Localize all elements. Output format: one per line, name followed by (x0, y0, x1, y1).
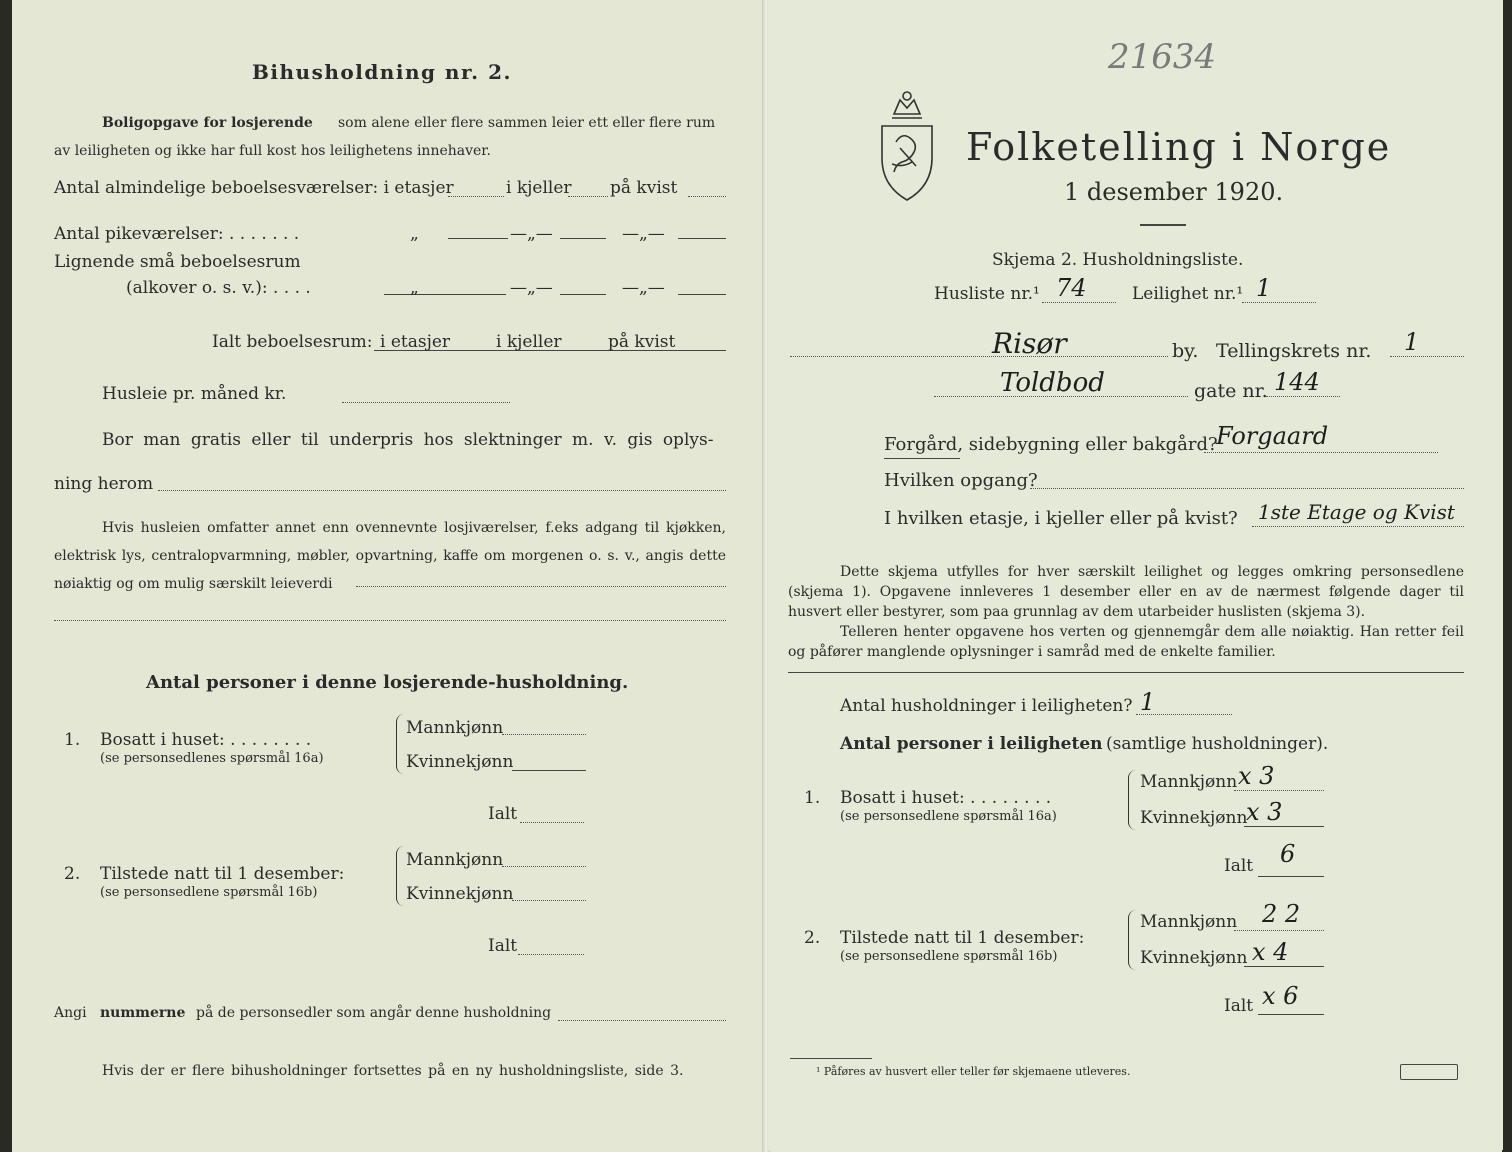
hush-value: 1 (1140, 688, 1156, 716)
bosatt-mann-field (1234, 790, 1324, 791)
scan-edge-left (0, 0, 12, 1152)
husliste-label: Husliste nr.¹ (934, 284, 1040, 304)
etasje-label: I hvilken etasje, i kjeller eller på kvist? (884, 508, 1238, 529)
rooms-kvist-field (688, 196, 726, 197)
bosatt-brace (396, 714, 405, 774)
tilstede-label: Tilstede natt til 1 desember: (840, 928, 1085, 948)
left-footer: Hvis der er flere bihusholdninger fortsettes på en ny husholdningsliste, side 3. (102, 1063, 684, 1079)
rooms-kvist-label: på kvist (610, 178, 678, 198)
bosatt-ialt-label: Ialt (488, 804, 518, 824)
lign-kjeller-field (560, 294, 606, 295)
lign-ditto-3: —„— (622, 278, 665, 298)
etasje-field (1252, 526, 1464, 527)
tilstede-kvinne-field (1244, 966, 1324, 967)
angi-field (558, 1020, 726, 1021)
etasje-value: 1ste Etage og Kvist (1258, 500, 1455, 524)
bosatt-label: Bosatt i huset: . . . . . . . . (840, 788, 1052, 808)
tilstede-kvinne-label: Kvinnekjønn (1140, 948, 1248, 968)
krets-label: Tellingskrets nr. (1216, 340, 1372, 362)
right-page (768, 0, 1503, 1150)
gratis-line-2: ning herom (54, 474, 154, 494)
husleie-label: Husleie pr. måned kr. (102, 384, 287, 404)
section-divider (788, 672, 1464, 673)
tilstede-number: 2. (64, 864, 81, 884)
forgaard-value: Forgaard (1216, 422, 1329, 450)
tilstede-brace (396, 846, 405, 906)
coat-of-arms-icon (872, 86, 942, 204)
bosatt-ialt-field (1258, 876, 1324, 877)
lign-ditto: „ (410, 278, 419, 298)
bosatt-ialt-value: 6 (1280, 840, 1296, 868)
title-divider (1140, 224, 1186, 226)
bosatt-kvinne-label: Kvinnekjønn (1140, 808, 1248, 828)
tilstede-sub: (se personsedlene spørsmål 16b) (100, 885, 318, 900)
antal-heading: Antal personer i denne losjerende-husholdning. (146, 672, 629, 693)
bosatt-sub: (se personsedlene spørsmål 16a) (840, 809, 1057, 824)
intro-bold: Boligopgave for losjerende (102, 115, 313, 131)
lign-label-1: Lignende små beboelsesrum (54, 252, 301, 272)
hvis-field (356, 586, 726, 587)
tilstede-kvinne-label: Kvinnekjønn (406, 884, 514, 904)
gate-no-field (1266, 396, 1340, 397)
tilstede-mann-field (1234, 930, 1324, 931)
opgang-label: Hvilken opgang? (884, 470, 1038, 491)
tilstede-mann-label: Mannkjønn (406, 850, 504, 870)
pike-kjeller-field (560, 238, 606, 239)
leilighet-field (1242, 302, 1316, 303)
main-title: Folketelling i Norge (966, 125, 1392, 169)
husliste-value: 74 (1056, 274, 1087, 302)
angi-pre: Angi (54, 1005, 87, 1021)
gate-value: Toldbod (1000, 368, 1105, 398)
intro-line2: av leiligheten og ikke har full kost hos leilighetens innehaver. (54, 143, 491, 159)
instructions-para-2: Telleren henter opgavene hos verten og gjennemgår dem alle nøiaktig. Han retter feil og påfører manglende oplysninger i samråd med de enkelte familier. (788, 624, 1464, 660)
bosatt-mann-label: Mannkjønn (406, 718, 504, 738)
antal-bold: Antal personer i leiligheten (840, 734, 1103, 754)
rooms-etasjer-field (448, 196, 504, 197)
hvis-paragraph: Hvis husleien omfatter annet enn ovennevnte losjiværelser, f.eks adgang til kjøkken, elektrisk lys, centralopvarmning, møbler, opvartning, kaffe om morgenen o. s. v., angis dette nøiaktig og om mulig særskilt leieverdi (54, 520, 726, 592)
bosatt-mann-value: x 3 (1238, 762, 1275, 790)
forgaard-label: Forgård, sidebygning eller bakgård? (884, 434, 1218, 455)
hush-label: Antal husholdninger i leiligheten? (840, 696, 1133, 716)
husliste-field (1042, 302, 1116, 303)
by-label: by. (1172, 340, 1199, 362)
scan-edge-right (1502, 0, 1512, 1152)
tilstede-number: 2. (804, 928, 821, 948)
ialt-rooms-label: Ialt beboelsesrum: (212, 332, 373, 352)
rooms-kjeller-label: i kjeller (506, 178, 572, 198)
intro-rest: som alene eller flere sammen leier ett eller flere rum (338, 115, 716, 131)
instructions-para-1: Dette skjema utfylles for hver særskilt leilighet og legges omkring personsedlene (skjema 1). Opgavene innleveres 1 desember eller en av de nærmest følgende dager til husvert eller bestyrer, som paa grunnlag av dem utarbeider huslisten (skjema 3). (788, 564, 1464, 620)
hvis-field-2 (54, 620, 726, 621)
tilstede-sub: (se personsedlene spørsmål 16b) (840, 949, 1058, 964)
archive-number: 21634 (1108, 37, 1217, 77)
gratis-field (158, 490, 726, 491)
husleie-field (342, 402, 510, 403)
by-value: Risør (992, 327, 1067, 360)
bosatt-kvinne-field (1244, 826, 1324, 827)
tilstede-kvinne-field (512, 900, 586, 901)
krets-field (1390, 356, 1464, 357)
lign-etasjer-field (384, 294, 506, 295)
antal-rest: (samtlige husholdninger). (1106, 734, 1329, 754)
bosatt-label: Bosatt i huset: . . . . . . . . (100, 730, 312, 750)
bosatt-number: 1. (64, 730, 81, 750)
tilstede-ialt-field (1258, 1014, 1324, 1015)
leilighet-label: Leilighet nr.¹ (1132, 284, 1244, 304)
forgaard-underline (884, 458, 960, 459)
pike-kvist-field (678, 238, 726, 239)
rooms-kjeller-field (568, 196, 608, 197)
bosatt-kvinne-label: Kvinnekjønn (406, 752, 514, 772)
forgaard-field (1204, 452, 1438, 453)
krets-value: 1 (1404, 328, 1420, 356)
pike-ditto: „ (410, 224, 419, 244)
tilstede-label: Tilstede natt til 1 desember: (100, 864, 345, 884)
census-date: 1 desember 1920. (1064, 178, 1284, 206)
pike-label: Antal pikeværelser: . . . . . . . (54, 224, 300, 244)
tilstede-brace (1128, 910, 1137, 970)
bosatt-mann-label: Mannkjønn (1140, 772, 1238, 792)
footnote: ¹ Påføres av husvert eller teller før skjemaene utleveres. (816, 1065, 1131, 1078)
pike-ditto-3: —„— (622, 224, 665, 244)
tilstede-ialt-value: x 6 (1262, 982, 1299, 1010)
angi-rest: på de personsedler som angår denne husholdning (196, 1005, 552, 1021)
rooms-label: Antal almindelige beboelsesværelser: i etasjer (54, 178, 454, 198)
ialt-kvist-label: på kvist (608, 332, 676, 352)
ialt-etasjer-label: i etasjer (380, 332, 451, 352)
angi-bold: nummerne (100, 1005, 186, 1021)
bosatt-mann-field (502, 734, 586, 735)
lign-ditto-2: —„— (510, 278, 553, 298)
leilighet-value: 1 (1256, 274, 1272, 302)
printer-stamp-icon (1400, 1064, 1458, 1080)
lign-label-2: (alkover o. s. v.): . . . . (126, 278, 311, 298)
gate-label: gate nr. (1194, 380, 1268, 402)
lign-kvist-field (678, 294, 726, 295)
pike-ditto-2: —„— (510, 224, 553, 244)
tilstede-kvinne-value: x 4 (1252, 938, 1289, 966)
pike-etasjer-field (448, 238, 508, 239)
tilstede-mann-field (502, 866, 586, 867)
skjema-label: Skjema 2. Husholdningsliste. (992, 250, 1244, 270)
ialt-kjeller-label: i kjeller (496, 332, 562, 352)
left-page (12, 0, 764, 1150)
tilstede-ialt-label: Ialt (488, 936, 518, 956)
by-field (790, 356, 1168, 357)
footnote-rule (790, 1058, 872, 1059)
left-title: Bihusholdning nr. 2. (252, 60, 512, 84)
bosatt-sub: (se personsedlenes spørsmål 16a) (100, 751, 324, 766)
tilstede-ialt-label: Ialt (1224, 996, 1254, 1016)
bosatt-ialt-label: Ialt (1224, 856, 1254, 876)
tilstede-mann-value: 2 2 (1262, 900, 1301, 928)
tilstede-mann-label: Mannkjønn (1140, 912, 1238, 932)
bosatt-brace (1128, 770, 1137, 830)
bosatt-number: 1. (804, 788, 821, 808)
bosatt-kvinne-value: x 3 (1246, 798, 1283, 826)
gratis-line-1: Bor man gratis eller til underpris hos slektninger m. v. gis oplys- (102, 430, 714, 450)
bosatt-kvinne-field (512, 770, 586, 771)
opgang-field (1030, 488, 1464, 489)
gate-no-value: 144 (1274, 368, 1320, 396)
tilstede-ialt-field (518, 954, 584, 955)
bosatt-ialt-field (520, 822, 584, 823)
